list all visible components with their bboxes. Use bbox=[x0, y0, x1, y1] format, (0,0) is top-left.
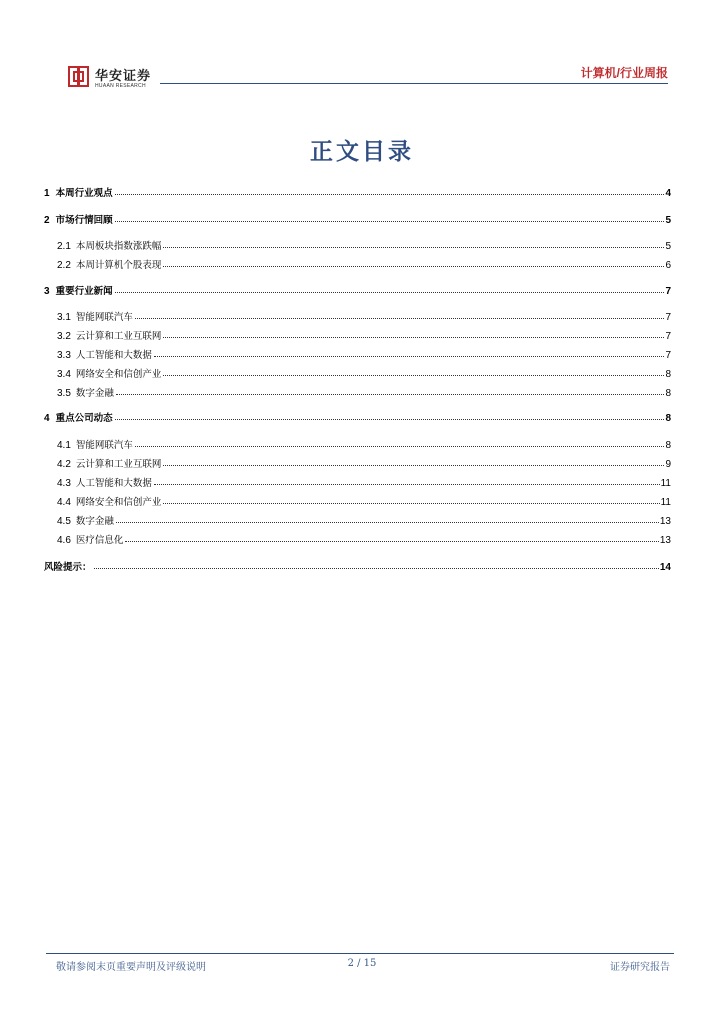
toc-leader-dots bbox=[135, 318, 665, 319]
toc-entry[interactable] bbox=[57, 477, 671, 491]
toc-entry-page: 11 bbox=[660, 478, 671, 489]
toc-leader-dots bbox=[154, 356, 665, 357]
toc-entry-page: 7 bbox=[665, 331, 671, 342]
toc-leader-dots bbox=[163, 266, 664, 267]
toc-entry[interactable] bbox=[44, 285, 671, 299]
page-indicator: 2 / 15 bbox=[347, 958, 377, 969]
toc-entry[interactable] bbox=[44, 187, 671, 201]
toc-entry-page: 4 bbox=[665, 188, 671, 199]
toc-entry-number: 4 bbox=[44, 413, 50, 424]
logo-seal-icon bbox=[68, 66, 89, 87]
toc-entry-number: 3.5 bbox=[57, 388, 71, 399]
toc-leader-dots bbox=[115, 292, 665, 293]
toc-entry-label: 数字金融 bbox=[75, 516, 114, 527]
toc-entry-label: 数字金融 bbox=[75, 388, 114, 399]
toc-entry-number: 3.2 bbox=[57, 331, 71, 342]
toc-entry-number: 2.2 bbox=[57, 260, 71, 271]
page-header bbox=[0, 0, 724, 100]
toc-entry-number: 2 bbox=[44, 215, 50, 226]
toc-entry-number: 3.1 bbox=[57, 312, 71, 323]
toc-entry-page: 11 bbox=[660, 497, 671, 508]
toc-leader-dots bbox=[163, 337, 664, 338]
toc-entry-number: 3 bbox=[44, 286, 50, 297]
report-type: 计算机/行业周报 bbox=[580, 66, 668, 80]
toc-entry-number: 4.6 bbox=[57, 535, 71, 546]
toc-entry-label: 云计算和工业互联网 bbox=[75, 331, 162, 342]
toc-entry-page: 8 bbox=[665, 413, 671, 424]
toc-entry-page: 7 bbox=[665, 312, 671, 323]
toc-entry[interactable] bbox=[44, 412, 671, 426]
toc-entry-page: 14 bbox=[659, 562, 671, 573]
toc-entry[interactable] bbox=[57, 349, 671, 363]
toc-entry[interactable] bbox=[57, 240, 671, 254]
footer-divider bbox=[46, 953, 674, 954]
toc-entry-label: 风险提示： bbox=[44, 562, 92, 573]
toc-entry-page: 13 bbox=[659, 535, 671, 546]
footer-disclaimer: 敬请参阅末页重要声明及评级说明 bbox=[56, 962, 206, 973]
toc-leader-dots bbox=[163, 503, 659, 504]
toc-entry-label: 云计算和工业互联网 bbox=[75, 459, 162, 470]
toc-leader-dots bbox=[135, 446, 665, 447]
toc-entry-number: 4.3 bbox=[57, 478, 71, 489]
toc-entry-label: 医疗信息化 bbox=[75, 535, 124, 546]
toc-entry-page: 9 bbox=[665, 459, 671, 470]
toc-entry[interactable] bbox=[57, 439, 671, 453]
toc-entry-number: 4.1 bbox=[57, 440, 71, 451]
toc-leader-dots bbox=[125, 541, 658, 542]
toc-entry-label: 本周板块指数涨跌幅 bbox=[75, 241, 162, 252]
toc-entry[interactable] bbox=[44, 214, 671, 228]
toc-entry[interactable] bbox=[57, 496, 671, 510]
toc-entry-label: 市场行情回顾 bbox=[55, 215, 113, 226]
toc-entry-label: 网络安全和信创产业 bbox=[75, 497, 162, 508]
toc-entry-label: 重要行业新闻 bbox=[55, 286, 113, 297]
header-divider bbox=[160, 83, 668, 84]
footer-doc-type: 证券研究报告 bbox=[610, 962, 670, 973]
toc-entry-label: 网络安全和信创产业 bbox=[75, 369, 162, 380]
toc-leader-dots bbox=[116, 394, 665, 395]
toc-entry-page: 6 bbox=[665, 260, 671, 271]
toc-entry[interactable] bbox=[57, 534, 671, 548]
toc-entry-page: 7 bbox=[665, 286, 671, 297]
toc-entry[interactable] bbox=[57, 515, 671, 529]
toc-entry[interactable] bbox=[57, 330, 671, 344]
toc-leader-dots bbox=[115, 419, 665, 420]
toc-entry[interactable] bbox=[57, 368, 671, 382]
toc-entry-number: 3.4 bbox=[57, 369, 71, 380]
toc-entry[interactable] bbox=[57, 311, 671, 325]
toc-entry-label: 智能网联汽车 bbox=[75, 312, 133, 323]
toc-entry-page: 13 bbox=[659, 516, 671, 527]
toc-entry-page: 5 bbox=[665, 241, 671, 252]
logo-text-cn: 华安证券 bbox=[95, 69, 152, 84]
toc-entry-number: 4.4 bbox=[57, 497, 71, 508]
toc-leader-dots bbox=[154, 484, 660, 485]
toc-entry-label: 本周计算机个股表现 bbox=[75, 260, 162, 271]
toc-leader-dots bbox=[94, 568, 659, 569]
toc-entry-page: 8 bbox=[665, 369, 671, 380]
toc-entry-page: 8 bbox=[665, 440, 671, 451]
toc-leader-dots bbox=[116, 522, 659, 523]
toc-entry-number: 2.1 bbox=[57, 241, 71, 252]
toc-entry-label: 人工智能和大数据 bbox=[75, 478, 152, 489]
logo-text-en: HUAAN RESEARCH bbox=[95, 83, 146, 89]
toc-entry-number: 4.2 bbox=[57, 459, 71, 470]
toc-leader-dots bbox=[163, 465, 664, 466]
toc-entry-label: 重点公司动态 bbox=[55, 413, 113, 424]
toc-entry-number: 3.3 bbox=[57, 350, 71, 361]
toc-entry[interactable] bbox=[57, 458, 671, 472]
toc-entry[interactable] bbox=[57, 259, 671, 273]
toc-entry-number: 1 bbox=[44, 188, 50, 199]
toc-entry-number: 4.5 bbox=[57, 516, 71, 527]
toc-entry-page: 8 bbox=[665, 388, 671, 399]
toc-leader-dots bbox=[115, 221, 665, 222]
toc-entry-label: 本周行业观点 bbox=[55, 188, 113, 199]
toc-leader-dots bbox=[115, 194, 665, 195]
toc-entry-label: 人工智能和大数据 bbox=[75, 350, 152, 361]
toc-leader-dots bbox=[163, 247, 664, 248]
toc-entry[interactable] bbox=[57, 387, 671, 401]
toc-title: 正文目录 bbox=[310, 139, 414, 165]
toc-entry[interactable] bbox=[44, 561, 671, 575]
toc-leader-dots bbox=[163, 375, 664, 376]
toc-entry-label: 智能网联汽车 bbox=[75, 440, 133, 451]
toc-entry-page: 7 bbox=[665, 350, 671, 361]
toc-entry-page: 5 bbox=[665, 215, 671, 226]
company-logo bbox=[68, 66, 158, 96]
